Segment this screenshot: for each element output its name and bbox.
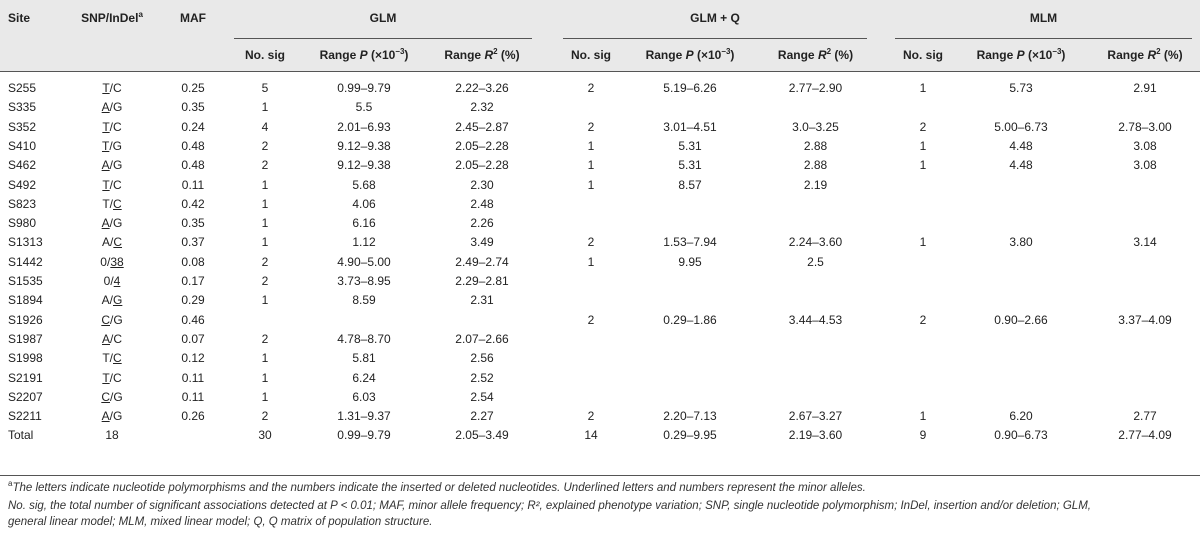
allele-a: A <box>101 293 110 307</box>
allele-b: C <box>113 332 123 346</box>
col-snp-header-sup: a <box>138 10 143 19</box>
cell-q-r: 2.88 <box>803 139 828 153</box>
cell-g-p: 5.81 <box>352 351 376 365</box>
cell-maf: 0.11 <box>181 390 205 404</box>
cell-maf: 0.11 <box>181 371 205 385</box>
cell-q-p: 1.53–7.94 <box>663 235 717 249</box>
cell-site: S2211 <box>8 409 42 423</box>
cell-m-p: 4.48 <box>1009 139 1033 153</box>
glm-nosig-header: No. sig <box>244 48 285 62</box>
allele-a: T <box>102 371 110 385</box>
cell-q-n: 2 <box>587 120 595 134</box>
cell-g-n: 1 <box>261 197 269 211</box>
cell-site: S1998 <box>8 351 43 365</box>
allele-b: G <box>113 100 123 114</box>
cell-snp <box>72 409 152 424</box>
allele-a: T <box>102 178 110 192</box>
cell-q-p: 9.95 <box>678 255 702 269</box>
allele-b: G <box>112 139 123 153</box>
cell-snp <box>72 293 152 308</box>
allele-separator: / <box>110 274 114 288</box>
cell-g-n: 1 <box>261 235 269 249</box>
allele-separator: / <box>109 100 113 114</box>
cell-g-p: 4.06 <box>352 197 376 211</box>
cell-snp <box>72 313 152 328</box>
mlm-ranger2-header: Range $R^2$ (%) <box>1107 47 1183 62</box>
allele-a: A <box>101 100 110 114</box>
col-site-header: Site <box>8 11 31 25</box>
header-bottom-rule <box>0 71 1200 72</box>
footnote-a <box>8 481 866 495</box>
cell-g-p: 6.03 <box>352 390 376 404</box>
cell-g-n: 1 <box>261 351 269 365</box>
mlm-group-rule <box>895 38 1192 39</box>
allele-separator: / <box>109 139 113 153</box>
cell-m-n: 2 <box>919 120 927 134</box>
cell-g-p: 0.99–9.79 <box>337 81 391 95</box>
allele-a: A <box>101 216 110 230</box>
col-snp-header-text: SNP/InDel <box>81 11 139 25</box>
cell-m-n: 1 <box>919 139 927 153</box>
cell-snp <box>72 139 152 154</box>
cell-g-p: 4.78–8.70 <box>337 332 391 346</box>
cell-m-n: 2 <box>919 313 927 327</box>
cell-maf: 0.48 <box>181 158 205 172</box>
allele-a: T <box>102 197 110 211</box>
cell-site: S2207 <box>8 390 43 404</box>
cell-g-r: 2.32 <box>470 100 494 114</box>
glmq-group-rule <box>563 38 867 39</box>
cell-m-p: 4.48 <box>1009 158 1033 172</box>
cell-snp <box>72 158 152 173</box>
cell-g-p: 1.31–9.37 <box>337 409 391 423</box>
cell-snp <box>72 216 152 231</box>
cell-m-r: 3.37–4.09 <box>1118 313 1172 327</box>
allele-a: T <box>102 81 110 95</box>
group-glm-header: GLM <box>369 11 397 25</box>
cell-g-p: 8.59 <box>352 293 376 307</box>
cell-snp <box>72 178 152 193</box>
cell-m-r: 2.78–3.00 <box>1118 120 1172 134</box>
cell-snp <box>72 100 152 115</box>
footnote-a-text: The letters indicate nucleotide polymorphisms and the numbers indicate the inserted or deleted nucleotides. Underlined letters and numbers represent the minor alleles. <box>12 482 866 494</box>
allele-a: C <box>101 390 110 404</box>
cell-g-n: 1 <box>261 293 269 307</box>
allele-separator: / <box>110 332 114 346</box>
cell-m-r: 2.91 <box>1133 81 1157 95</box>
cell-m-p: 5.00–6.73 <box>994 120 1048 134</box>
cell-snp <box>72 390 152 405</box>
cell-site: S1535 <box>8 274 43 288</box>
footnote-abbr-2-text: general linear model; MLM, mixed linear model; Q, Q matrix of population structure. <box>8 516 433 528</box>
cell-maf: 0.35 <box>181 216 205 230</box>
cell-site: S492 <box>8 178 37 192</box>
cell-m-n: 1 <box>919 81 927 95</box>
cell-site: S335 <box>8 100 37 114</box>
allele-b: G <box>113 216 123 230</box>
cell-q-n: 1 <box>587 255 595 269</box>
cell-g-n: 2 <box>261 332 269 346</box>
allele-b: C <box>113 371 122 385</box>
cell-m-r: 3.14 <box>1133 235 1157 249</box>
allele-separator: / <box>109 313 114 327</box>
cell-snp <box>72 274 152 289</box>
allele-b: G <box>113 409 123 423</box>
cell-g-r: 2.49–2.74 <box>455 255 509 269</box>
glmq-rangep-header: Range P $(\times 10^{-3})$ <box>645 47 735 62</box>
allele-a: A <box>101 332 110 346</box>
cell-site: S2191 <box>8 371 43 385</box>
cell-maf: 0.07 <box>181 332 205 346</box>
cell-g-n: 5 <box>261 81 269 95</box>
cell-g-p: 1.12 <box>352 235 376 249</box>
allele-a: A <box>101 158 110 172</box>
cell-maf: 0.46 <box>181 313 205 327</box>
cell-q-r: 2.24–3.60 <box>788 235 843 249</box>
cell-g-r: 2.05–3.49 <box>455 428 509 442</box>
cell-maf: 0.11 <box>181 178 205 192</box>
cell-g-n: 30 <box>258 428 272 442</box>
cell-g-r: 2.27 <box>470 409 494 423</box>
cell-snp <box>72 371 152 386</box>
cell-g-n: 2 <box>261 274 269 288</box>
cell-m-r: 3.08 <box>1133 158 1157 172</box>
allele-a: T <box>102 351 110 365</box>
cell-g-r: 2.05–2.28 <box>455 139 509 153</box>
allele-b: C <box>113 178 122 192</box>
cell-m-p: 5.73 <box>1009 81 1033 95</box>
cell-site: S1926 <box>8 313 43 327</box>
cell-maf: 0.24 <box>181 120 205 134</box>
allele-separator: / <box>109 409 113 423</box>
cell-snp <box>72 255 152 270</box>
allele-b: G <box>113 313 123 327</box>
cell-q-r: 2.67–3.27 <box>788 409 843 423</box>
cell-g-n: 1 <box>261 216 269 230</box>
cell-m-r: 3.08 <box>1133 139 1157 153</box>
cell-g-r: 2.07–2.66 <box>455 332 509 346</box>
cell-g-n: 2 <box>261 158 269 172</box>
col-snp-header <box>72 11 152 26</box>
footnote-abbr-2 <box>8 515 432 529</box>
footnote-abbr-1 <box>8 499 1091 513</box>
cell-g-p: 2.01–6.93 <box>337 120 391 134</box>
cell-m-n: 9 <box>919 428 927 442</box>
cell-g-p: 9.12–9.38 <box>337 139 391 153</box>
allele-a: 0 <box>100 255 107 269</box>
cell-q-r: 2.88 <box>803 158 828 172</box>
allele-separator: / <box>109 293 113 307</box>
mlm-rangep-header: Range P $(\times 10^{-3})$ <box>976 47 1066 62</box>
cell-q-n: 2 <box>587 81 595 95</box>
cell-q-r: 3.0–3.25 <box>792 120 839 134</box>
allele-a: T <box>102 120 110 134</box>
cell-snp <box>72 120 152 135</box>
cell-g-n: 1 <box>261 100 269 114</box>
cell-g-n: 1 <box>261 390 269 404</box>
cell-m-p: 0.90–6.73 <box>994 428 1048 442</box>
allele-separator: / <box>109 216 113 230</box>
cell-maf: 0.48 <box>181 139 205 153</box>
cell-g-n: 2 <box>261 409 269 423</box>
allele-b: 38 <box>110 255 124 269</box>
group-mlm-header: MLM <box>1029 11 1058 25</box>
cell-site: S980 <box>8 216 37 230</box>
cell-maf: 0.25 <box>181 81 205 95</box>
cell-g-r: 2.48 <box>470 197 494 211</box>
cell-g-p: 5.5 <box>355 100 373 114</box>
allele-b: G <box>113 390 123 404</box>
cell-snp <box>72 235 152 250</box>
footnote-abbr-1-text: No. sig, the total number of significant associations detected at P < 0.01; MAF, minor allele frequency; R², explained phenotype variation; SNP, single nucleotide polymorphism; InDel, insertion and/or deletion; GLM, <box>8 500 1091 512</box>
cell-g-r: 2.30 <box>470 178 494 192</box>
cell-g-p: 3.73–8.95 <box>337 274 391 288</box>
cell-q-n: 2 <box>587 409 595 423</box>
cell-g-r: 2.26 <box>470 216 494 230</box>
allele-separator: / <box>109 390 114 404</box>
cell-g-r: 2.31 <box>470 293 494 307</box>
cell-m-n: 1 <box>919 409 927 423</box>
cell-q-p: 2.20–7.13 <box>663 409 717 423</box>
cell-snp <box>72 332 152 347</box>
cell-maf: 0.26 <box>181 409 205 423</box>
allele-b: G <box>113 158 123 172</box>
cell-q-r: 2.77–2.90 <box>788 81 843 95</box>
allele-separator: / <box>109 120 113 134</box>
allele-b: C <box>113 197 122 211</box>
cell-q-p: 0.29–9.95 <box>663 428 717 442</box>
table-bottom-rule <box>0 475 1200 476</box>
cell-g-n: 1 <box>261 178 269 192</box>
allele-separator: / <box>109 178 113 192</box>
cell-q-p: 5.19–6.26 <box>663 81 717 95</box>
cell-site: S1987 <box>8 332 43 346</box>
glm-group-rule <box>234 38 532 39</box>
allele-separator: / <box>109 81 113 95</box>
cell-m-r: 2.77–4.09 <box>1118 428 1172 442</box>
cell-q-r: 3.44–4.53 <box>788 313 843 327</box>
group-glmq-header: GLM + Q <box>690 11 740 25</box>
allele-b: C <box>113 81 122 95</box>
cell-q-r: 2.5 <box>807 255 824 269</box>
cell-q-p: 3.01–4.51 <box>663 120 717 134</box>
cell-g-r: 3.49 <box>470 235 494 249</box>
cell-site: S823 <box>8 197 37 211</box>
cell-q-p: 8.57 <box>678 178 702 192</box>
cell-q-p: 5.31 <box>678 139 702 153</box>
allele-b: C <box>113 235 123 249</box>
cell-site: S1894 <box>8 293 43 307</box>
cell-site: S410 <box>8 139 37 153</box>
allele-separator: / <box>106 255 111 269</box>
cell-g-p: 9.12–9.38 <box>337 158 391 172</box>
glmq-nosig-header: No. sig <box>570 48 611 62</box>
allele-separator: / <box>109 197 113 211</box>
cell-g-p: 0.99–9.79 <box>337 428 391 442</box>
cell-site: S1313 <box>8 235 43 249</box>
cell-maf: 0.35 <box>181 100 205 114</box>
cell-site: S255 <box>8 81 37 95</box>
cell-maf: 0.29 <box>181 293 205 307</box>
cell-g-n: 4 <box>261 120 269 134</box>
cell-g-p: 6.24 <box>352 371 376 385</box>
cell-g-p: 4.90–5.00 <box>337 255 391 269</box>
cell-m-r: 2.77 <box>1133 409 1157 423</box>
col-maf-header: MAF <box>180 11 206 25</box>
cell-q-n: 2 <box>587 235 595 249</box>
allele-a: C <box>101 313 110 327</box>
cell-q-p: 0.29–1.86 <box>663 313 717 327</box>
cell-m-n: 1 <box>919 235 927 249</box>
allele-a: A <box>101 409 110 423</box>
cell-g-n: 2 <box>261 255 269 269</box>
cell-g-r: 2.54 <box>470 390 494 404</box>
allele-separator: / <box>109 351 113 365</box>
cell-maf: 0.08 <box>181 255 205 269</box>
cell-snp <box>72 197 152 212</box>
cell-g-n: 2 <box>261 139 269 153</box>
allele-b: C <box>113 351 122 365</box>
allele-separator: / <box>109 158 113 172</box>
footnote-a-mark: a <box>8 479 13 488</box>
cell-site: S352 <box>8 120 37 134</box>
cell-g-r: 2.56 <box>470 351 494 365</box>
cell-m-p: 3.80 <box>1009 235 1033 249</box>
cell-g-r: 2.22–3.26 <box>455 81 509 95</box>
cell-q-r: 2.19–3.60 <box>788 428 843 442</box>
cell-snp <box>72 351 152 366</box>
cell-m-p: 0.90–2.66 <box>994 313 1048 327</box>
allele-separator: / <box>110 235 114 249</box>
cell-m-p: 6.20 <box>1009 409 1033 423</box>
cell-site: Total <box>8 428 34 442</box>
cell-snp: 18 <box>105 428 119 442</box>
glm-ranger2-header: Range $R^2$ (%) <box>444 47 520 62</box>
cell-q-n: 1 <box>587 158 595 172</box>
cell-maf: 0.17 <box>181 274 205 288</box>
cell-q-n: 1 <box>587 139 595 153</box>
glm-rangep-header: Range P $(\times 10^{-3})$ <box>319 47 409 62</box>
allele-a: T <box>101 139 110 153</box>
cell-g-p: 6.16 <box>352 216 376 230</box>
cell-g-n: 1 <box>261 371 269 385</box>
allele-a: 0 <box>103 274 111 288</box>
cell-q-n: 14 <box>584 428 598 442</box>
cell-g-r: 2.29–2.81 <box>455 274 509 288</box>
mlm-nosig-header: No. sig <box>902 48 943 62</box>
cell-q-p: 5.31 <box>678 158 702 172</box>
cell-g-r: 2.45–2.87 <box>455 120 509 134</box>
cell-snp <box>72 81 152 96</box>
allele-b: 4 <box>113 274 121 288</box>
cell-site: S1442 <box>8 255 43 269</box>
cell-maf: 0.37 <box>181 235 205 249</box>
cell-site: S462 <box>8 158 37 172</box>
cell-q-n: 2 <box>587 313 595 327</box>
allele-separator: / <box>109 371 113 385</box>
cell-g-p: 5.68 <box>352 178 376 192</box>
glmq-ranger2-header: Range $R^2$ (%) <box>777 47 854 62</box>
allele-b: C <box>113 120 122 134</box>
cell-g-r: 2.05–2.28 <box>455 158 509 172</box>
allele-b: G <box>113 293 123 307</box>
cell-maf: 0.42 <box>181 197 205 211</box>
cell-q-n: 1 <box>587 178 595 192</box>
allele-a: A <box>101 235 110 249</box>
cell-maf: 0.12 <box>181 351 205 365</box>
cell-q-r: 2.19 <box>803 178 828 192</box>
cell-m-n: 1 <box>919 158 927 172</box>
cell-g-r: 2.52 <box>470 371 494 385</box>
